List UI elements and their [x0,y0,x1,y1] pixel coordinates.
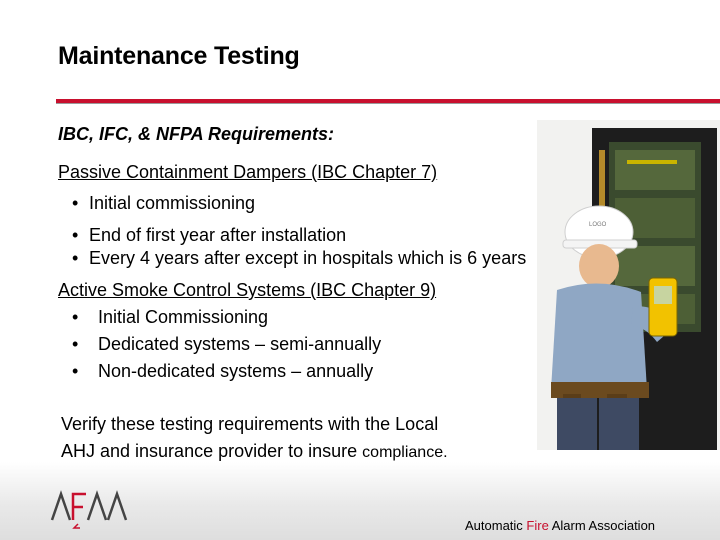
bullet-icon: • [72,225,79,245]
verification-note-line2: AHJ and insurance provider to insure compliance. [61,441,448,461]
bullet-icon: • [72,193,79,213]
technician-photo [537,120,720,450]
list-item: • Initial Commissioning [72,307,269,327]
afaa-logo [50,490,134,530]
association-name: Automatic Fire Alarm Association [465,518,656,533]
requirements-subheading: IBC, IFC, & NFPA Requirements: [58,124,335,144]
list-item: • Non-dedicated systems – annually [72,361,374,381]
bullet-icon: • [72,307,79,327]
title-divider-gray [56,103,720,104]
bullet-icon: • [72,334,79,354]
list-item: • End of first year after installation [72,225,347,245]
list-item: • Dedicated systems – semi-annually [72,334,382,354]
afaa-logo-text: AFAA [50,490,53,491]
active-smoke-heading: Active Smoke Control Systems (IBC Chapter 9) [58,280,437,300]
helmet-label: LOGO [589,222,607,228]
list-item: • Every 4 years after except in hospitals which is 6 years [72,248,527,268]
passive-dampers-heading: Passive Containment Dampers (IBC Chapter 7) [58,162,438,182]
verification-note-line1: Verify these testing requirements with the Local [61,414,439,434]
list-item: • Initial commissioning [72,193,256,213]
technician-illustration [537,120,720,450]
association-name-fire: Fire [526,518,549,533]
slide-title: Maintenance Testing [58,42,300,70]
bullet-icon: • [72,361,79,381]
bullet-icon: • [72,248,79,268]
